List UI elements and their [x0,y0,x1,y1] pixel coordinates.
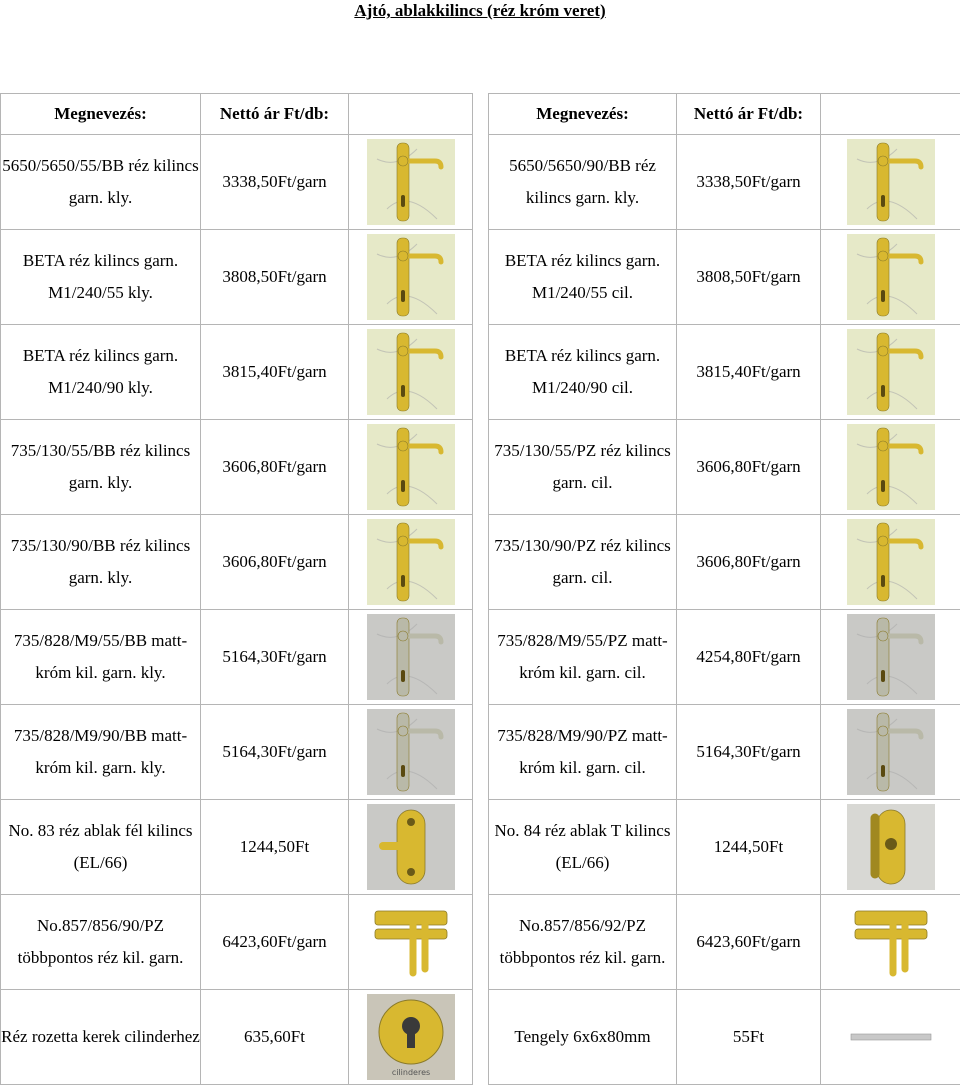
brass-lever-handle-icon [847,139,935,225]
product-price: 3808,50Ft/garn [201,230,349,325]
product-image [349,800,473,895]
product-image [349,990,473,1085]
product-image [349,420,473,515]
table-row [489,610,960,705]
table-row [1,515,473,610]
table-row [489,135,960,230]
brass-lever-handle-icon [847,424,935,510]
spindle-rod-icon [847,994,935,1080]
product-price: 1244,50Ft [677,800,821,895]
product-name: No.857/856/90/PZ többpontos réz kil. garn. [1,895,201,990]
table-row [489,800,960,895]
product-name: 735/130/55/PZ réz kilincs garn. cil. [489,420,677,515]
chrome-lever-handle-icon [847,614,935,700]
product-image [821,990,960,1085]
brass-lever-handle-icon [367,424,455,510]
product-price: 3338,50Ft/garn [677,135,821,230]
header-name: Megnevezés: [1,94,201,135]
window-handle-icon [367,804,455,890]
product-name: No. 83 réz ablak fél kilincs (EL/66) [1,800,201,895]
table-row [1,705,473,800]
product-name: 735/130/90/PZ réz kilincs garn. cil. [489,515,677,610]
header-image [821,94,960,135]
product-price: 3815,40Ft/garn [201,325,349,420]
product-image [821,800,960,895]
brass-lever-handle-icon [847,234,935,320]
product-price: 55Ft [677,990,821,1085]
table-row [489,230,960,325]
page-title: Ajtó, ablakkilincs (réz króm veret) [0,0,960,26]
product-image [349,895,473,990]
table-row [489,515,960,610]
product-image [821,705,960,800]
chrome-lever-handle-icon [847,709,935,795]
header-price: Nettó ár Ft/db: [201,94,349,135]
table-row [1,325,473,420]
table-row [1,135,473,230]
product-name: Réz rozetta kerek cilinderhez [1,990,201,1085]
product-name: No.857/856/92/PZ többpontos réz kil. garn. [489,895,677,990]
chrome-lever-handle-icon [367,709,455,795]
table-row [1,990,473,1085]
table-row [489,895,960,990]
product-price: 3338,50Ft/garn [201,135,349,230]
product-name: 735/828/M9/90/PZ matt-króm kil. garn. cil. [489,705,677,800]
table-row [1,230,473,325]
price-table-right [488,93,960,1085]
table-row [1,800,473,895]
product-name: 735/828/M9/55/PZ matt-króm kil. garn. cil. [489,610,677,705]
brass-lever-handle-icon [367,139,455,225]
chrome-lever-handle-icon [367,614,455,700]
product-price: 635,60Ft [201,990,349,1085]
product-name: 5650/5650/90/BB réz kilincs garn. kly. [489,135,677,230]
product-image [821,610,960,705]
product-name: No. 84 réz ablak T kilincs (EL/66) [489,800,677,895]
product-price: 6423,60Ft/garn [677,895,821,990]
brass-lever-handle-icon [847,329,935,415]
product-price: 3606,80Ft/garn [201,420,349,515]
product-name: 735/130/90/BB réz kilincs garn. kly. [1,515,201,610]
header-row [1,94,473,135]
table-row [1,610,473,705]
product-image [349,610,473,705]
multipoint-handle-set-icon [847,899,935,985]
product-image [349,325,473,420]
header-image [349,94,473,135]
product-price: 5164,30Ft/garn [677,705,821,800]
product-price: 3606,80Ft/garn [677,515,821,610]
t-window-handle-icon [847,804,935,890]
product-image [821,515,960,610]
multipoint-handle-set-icon [367,899,455,985]
product-image [821,230,960,325]
product-image [349,515,473,610]
cylinder-rosette-icon [367,994,455,1080]
product-price: 6423,60Ft/garn [201,895,349,990]
product-image [821,420,960,515]
brass-lever-handle-icon [367,519,455,605]
rosette-caption: cilinderes [391,1068,429,1077]
product-price: 4254,80Ft/garn [677,610,821,705]
product-name: BETA réz kilincs garn. M1/240/90 cil. [489,325,677,420]
product-name: 735/828/M9/55/BB matt-króm kil. garn. kly. [1,610,201,705]
product-price: 3606,80Ft/garn [677,420,821,515]
brass-lever-handle-icon [847,519,935,605]
brass-lever-handle-icon [367,234,455,320]
product-price: 3808,50Ft/garn [677,230,821,325]
product-name: Tengely 6x6x80mm [489,990,677,1085]
product-name: BETA réz kilincs garn. M1/240/55 kly. [1,230,201,325]
header-name: Megnevezés: [489,94,677,135]
table-row [1,895,473,990]
product-price: 5164,30Ft/garn [201,610,349,705]
product-price: 5164,30Ft/garn [201,705,349,800]
product-name: BETA réz kilincs garn. M1/240/55 cil. [489,230,677,325]
product-name: BETA réz kilincs garn. M1/240/90 kly. [1,325,201,420]
product-name: 735/130/55/BB réz kilincs garn. kly. [1,420,201,515]
header-price: Nettó ár Ft/db: [677,94,821,135]
table-row [489,705,960,800]
product-name: 735/828/M9/90/BB matt-króm kil. garn. kly. [1,705,201,800]
product-price: 1244,50Ft [201,800,349,895]
product-image [349,135,473,230]
price-table-left [0,93,473,1085]
product-image [349,705,473,800]
product-image [821,325,960,420]
product-price: 3606,80Ft/garn [201,515,349,610]
table-row [1,420,473,515]
product-image [821,895,960,990]
product-name: 5650/5650/55/BB réz kilincs garn. kly. [1,135,201,230]
brass-lever-handle-icon [367,329,455,415]
table-row [489,990,960,1085]
table-row [489,325,960,420]
product-image [821,135,960,230]
header-row [489,94,960,135]
product-price: 3815,40Ft/garn [677,325,821,420]
product-image [349,230,473,325]
table-row [489,420,960,515]
